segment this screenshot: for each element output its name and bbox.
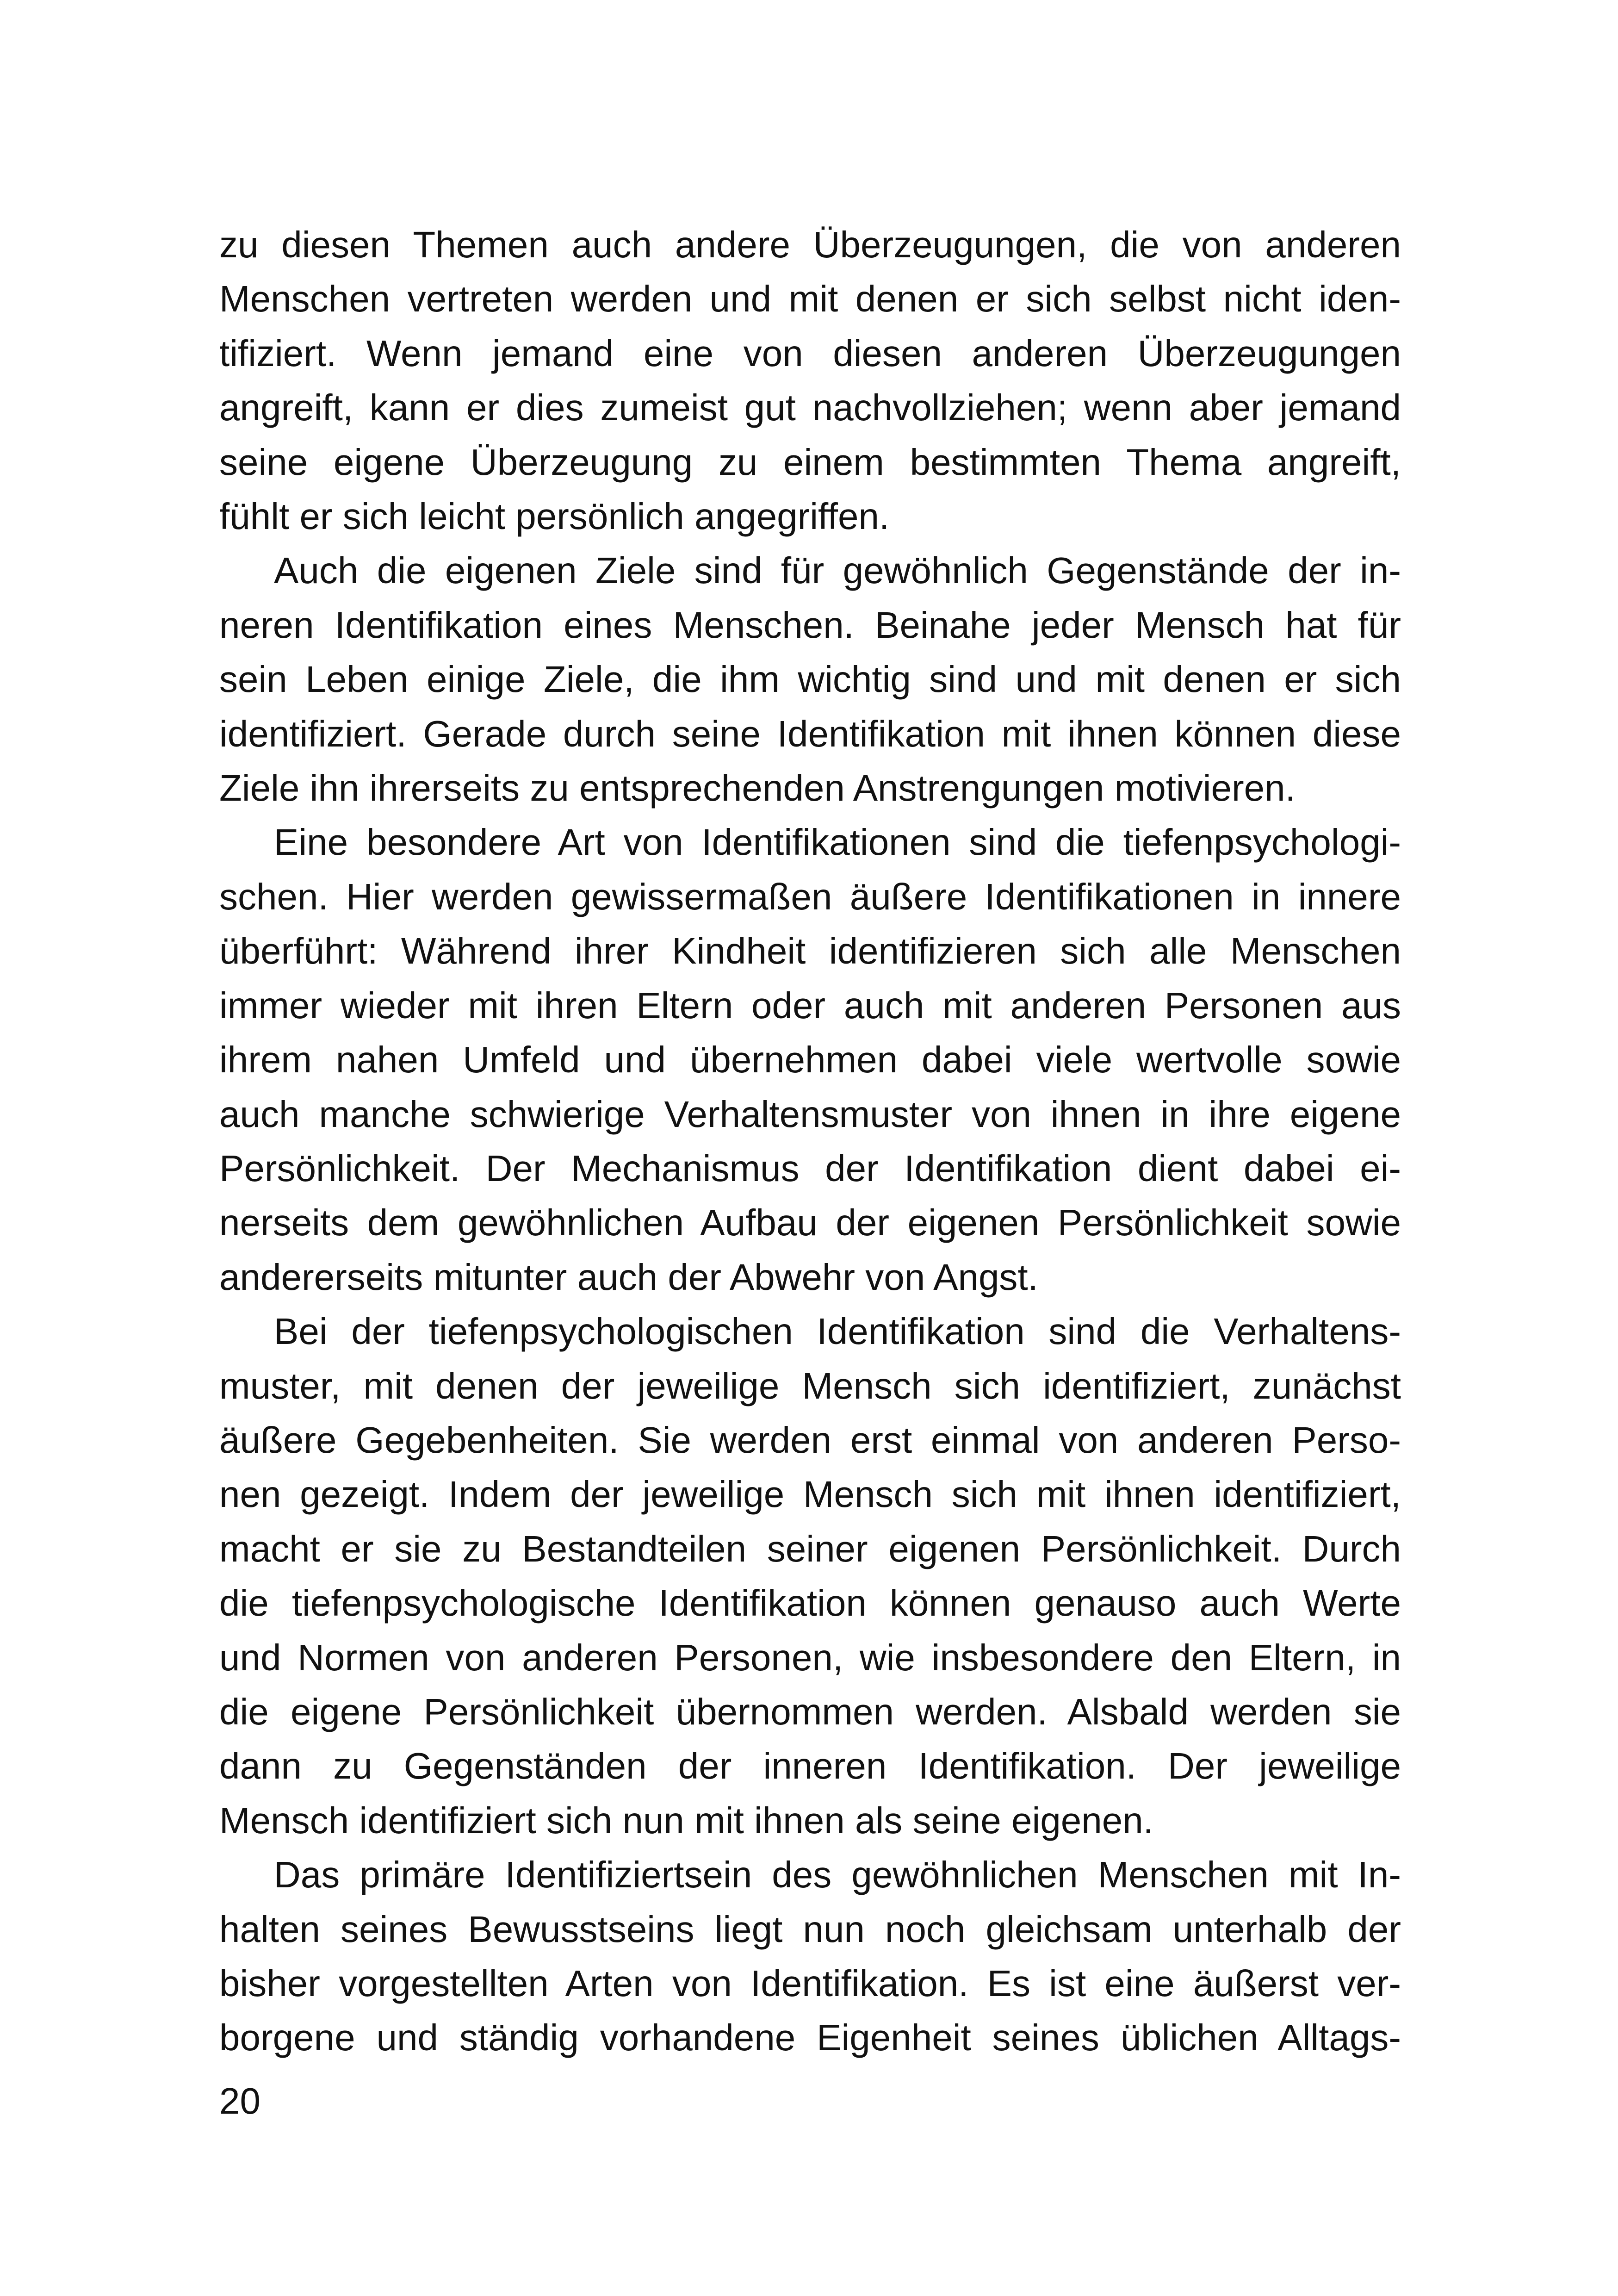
paragraph [219, 543, 1401, 815]
paragraph [219, 218, 1401, 543]
text-line: zu diesen Themen auch andere Überzeugungen, die von anderen [219, 224, 1401, 265]
body-text [219, 218, 1401, 2065]
text-line: Menschen vertreten werden und mit denen er sich selbst nicht iden- [219, 278, 1401, 320]
text-line: Persönlichkeit. Der Mechanismus der Identifikation dient dabei ei- [219, 1147, 1401, 1189]
text-line: nen gezeigt. Indem der jeweilige Mensch sich mit ihnen identifiziert, [219, 1474, 1401, 1515]
text-line: auch manche schwierige Verhaltensmuster von ihnen in ihre eigene [219, 1093, 1401, 1135]
text-line: schen. Hier werden gewissermaßen äußere Identifikationen in innere [219, 876, 1401, 917]
text-line: tifiziert. Wenn jemand eine von diesen anderen Überzeugungen [219, 332, 1401, 374]
paragraph [219, 1304, 1401, 1848]
text-line: Bei der tiefenpsychologischen Identifikation sind die Verhaltens- [274, 1311, 1401, 1352]
text-line: identifiziert. Gerade durch seine Identifikation mit ihnen können diese [219, 713, 1401, 754]
text-line: und Normen von anderen Personen, wie insbesondere den Eltern, in [219, 1636, 1401, 1678]
text-line: angreift, kann er dies zumeist gut nachvollziehen; wenn aber jemand [219, 387, 1401, 429]
text-line: macht er sie zu Bestandteilen seiner eigenen Persönlichkeit. Durch [219, 1528, 1401, 1569]
page-number: 20 [219, 2080, 260, 2122]
paragraph [219, 1848, 1401, 2065]
text-line: andererseits mitunter auch der Abwehr von Angst. [219, 1256, 1038, 1298]
text-line: muster, mit denen der jeweilige Mensch sich identifiziert, zunächst [219, 1365, 1401, 1406]
text-line: Mensch identifiziert sich nun mit ihnen als seine eigenen. [219, 1799, 1153, 1841]
text-line: halten seines Bewusstseins liegt nun noch gleichsam unterhalb der [219, 1908, 1401, 1950]
text-line: ihrem nahen Umfeld und übernehmen dabei viele wertvolle sowie [219, 1039, 1401, 1081]
text-line: die tiefenpsychologische Identifikation können genauso auch Werte [219, 1582, 1401, 1624]
text-line: nerseits dem gewöhnlichen Aufbau der eigenen Persönlichkeit sowie [219, 1202, 1401, 1244]
paragraph [219, 815, 1401, 1304]
text-line: fühlt er sich leicht persönlich angegriffen. [219, 496, 890, 537]
text-line: überführt: Während ihrer Kindheit identifizieren sich alle Menschen [219, 930, 1401, 972]
text-line: immer wieder mit ihren Eltern oder auch mit anderen Personen aus [219, 984, 1401, 1026]
text-line: dann zu Gegenständen der inneren Identifikation. Der jeweilige [219, 1745, 1401, 1787]
text-line: Auch die eigenen Ziele sind für gewöhnlich Gegenstände der in- [274, 550, 1401, 591]
text-line: Ziele ihn ihrerseits zu entsprechenden Anstrengungen motivieren. [219, 767, 1296, 809]
text-line: Eine besondere Art von Identifikationen sind die tiefenpsychologi- [274, 821, 1401, 863]
text-line: seine eigene Überzeugung zu einem bestimmten Thema angreift, [219, 441, 1401, 483]
text-line: Das primäre Identifiziertsein des gewöhnlichen Menschen mit In- [274, 1854, 1401, 1896]
text-line: borgene und ständig vorhandene Eigenheit seines üblichen Alltags- [219, 2017, 1401, 2059]
text-line: neren Identifikation eines Menschen. Beinahe jeder Mensch hat für [219, 604, 1401, 646]
text-line: äußere Gegebenheiten. Sie werden erst einmal von anderen Perso- [219, 1419, 1401, 1461]
text-line: sein Leben einige Ziele, die ihm wichtig sind und mit denen er sich [219, 659, 1401, 700]
text-line: die eigene Persönlichkeit übernommen werden. Alsbald werden sie [219, 1691, 1401, 1732]
text-line: bisher vorgestellten Arten von Identifikation. Es ist eine äußerst ver- [219, 1963, 1401, 2004]
